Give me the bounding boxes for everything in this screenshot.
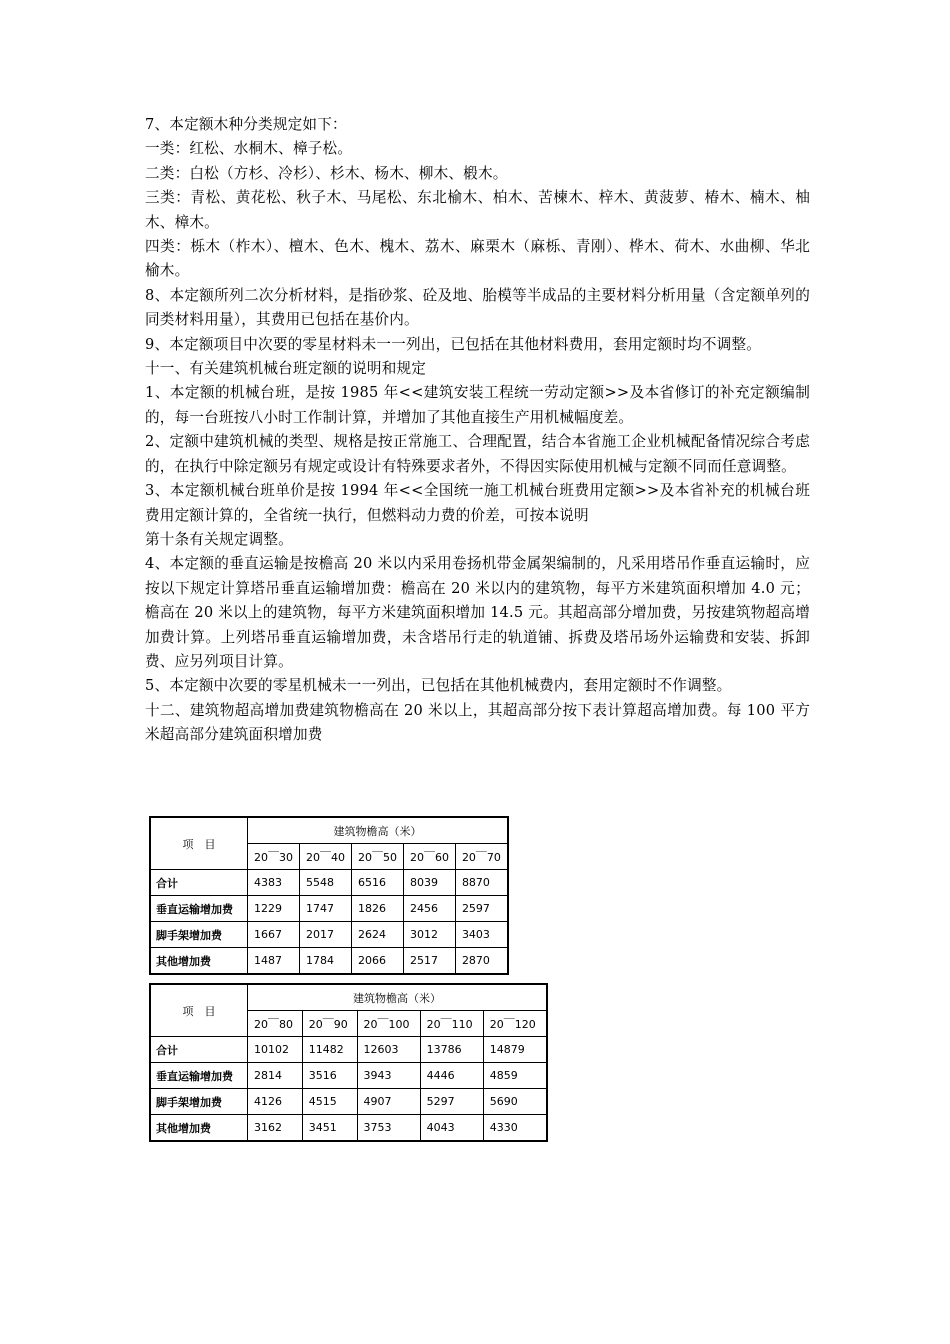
group-header: 建筑物檐高（米） xyxy=(248,984,548,1011)
item-header: 项 目 xyxy=(150,984,248,1037)
table-cell: 12603 xyxy=(357,1037,420,1063)
paragraph: 3、本定额机械台班单价是按 1994 年<<全国统一施工机械台班费用定额>>及本省补充的机械台班费用定额计算的，全省统一执行，但燃料动力费的价差，可按本说明 xyxy=(145,482,810,524)
paragraph: 5、本定额中次要的零星机械未一一列出，已包括在其他机械费内，套用定额时不作调整。 xyxy=(145,677,732,695)
paragraph: 二类：白松（方杉、冷杉）、杉木、杨木、柳木、椴木。 xyxy=(145,164,508,182)
table-cell: 3451 xyxy=(302,1115,357,1142)
item-header: 项 目 xyxy=(150,817,248,870)
column-header: 20￣40 xyxy=(299,844,351,870)
column-header: 20￣120 xyxy=(483,1011,547,1037)
table-cell: 6516 xyxy=(351,870,403,896)
table-cell: 3753 xyxy=(357,1115,420,1142)
row-label: 脚手架增加费 xyxy=(150,922,248,948)
table-cell: 2456 xyxy=(403,896,455,922)
table-cell: 8870 xyxy=(455,870,508,896)
table-cell: 1826 xyxy=(351,896,403,922)
paragraph: 4、本定额的垂直运输是按檐高 20 米以内采用卷扬机带金属架编制的，凡采用塔吊作垂直运输时，应按以下规定计算塔吊垂直运输增加费：檐高在 20 米以内的建筑物，每平方米建筑面积增加 4.0 元；檐高在 20 米以上的建筑物，每平方米建筑面积增加 14.5 元。其超高部分增加费，另按建筑物超高增加费计算。上列塔吊垂直运输增加费，未含塔吊行走的轨道铺、拆费及塔吊场外运输费和安装、拆卸费、应另列项目计算。 xyxy=(145,555,810,670)
table-cell: 5690 xyxy=(483,1089,547,1115)
table-cell: 13786 xyxy=(420,1037,483,1063)
section-heading: 十一、有关建筑机械台班定额的说明和规定 xyxy=(145,360,427,378)
table-cell: 2066 xyxy=(351,948,403,975)
paragraph: 四类：栎木（柞木）、檀木、色木、槐木、荔木、麻栗木（麻栎、青刚）、桦木、荷木、水曲柳、华北榆木。 xyxy=(145,238,810,280)
table-cell: 1747 xyxy=(299,896,351,922)
table-row xyxy=(150,922,508,948)
table-cell: 1667 xyxy=(248,922,300,948)
row-label: 其他增加费 xyxy=(150,948,248,975)
table-cell: 3162 xyxy=(248,1115,303,1142)
table-cell: 2597 xyxy=(455,896,508,922)
table-cell: 2870 xyxy=(455,948,508,975)
table-cell: 3516 xyxy=(302,1063,357,1089)
document-body xyxy=(145,113,810,748)
table-cell: 8039 xyxy=(403,870,455,896)
table-row xyxy=(150,1037,547,1063)
table-cell: 10102 xyxy=(248,1037,303,1063)
row-label: 垂直运输增加费 xyxy=(150,1063,248,1089)
row-label: 合计 xyxy=(150,870,248,896)
table-cell: 4330 xyxy=(483,1115,547,1142)
row-label: 合计 xyxy=(150,1037,248,1063)
table-cell: 3012 xyxy=(403,922,455,948)
table-cell: 2517 xyxy=(403,948,455,975)
paragraph: 9、本定额项目中次要的零星材料未一一列出，已包括在其他材料费用，套用定额时均不调整。 xyxy=(145,335,762,353)
height-surcharge-table-1 xyxy=(149,816,509,975)
row-label: 其他增加费 xyxy=(150,1115,248,1142)
table-cell: 5548 xyxy=(299,870,351,896)
table-cell: 1487 xyxy=(248,948,300,975)
table-cell: 4446 xyxy=(420,1063,483,1089)
table-cell: 3943 xyxy=(357,1063,420,1089)
table-cell: 4126 xyxy=(248,1089,303,1115)
column-header: 20￣100 xyxy=(357,1011,420,1037)
height-surcharge-table-2 xyxy=(149,983,548,1142)
table-cell: 2814 xyxy=(248,1063,303,1089)
table-cell: 1229 xyxy=(248,896,300,922)
table-cell: 4043 xyxy=(420,1115,483,1142)
table-cell: 4907 xyxy=(357,1089,420,1115)
column-header: 20￣50 xyxy=(351,844,403,870)
row-label: 垂直运输增加费 xyxy=(150,896,248,922)
table-cell: 5297 xyxy=(420,1089,483,1115)
paragraph: 三类：青松、黄花松、秋子木、马尾松、东北榆木、柏木、苦楝木、梓木、黄菠萝、椿木、楠木、柚木、樟木。 xyxy=(145,189,810,231)
table-row xyxy=(150,1089,547,1115)
table-row xyxy=(150,1063,547,1089)
table-cell: 2624 xyxy=(351,922,403,948)
column-header: 20￣90 xyxy=(302,1011,357,1037)
table-row xyxy=(150,896,508,922)
column-header: 20￣30 xyxy=(248,844,300,870)
paragraph: 1、本定额的机械台班，是按 1985 年<<建筑安装工程统一劳动定额>>及本省修订的补充定额编制的，每一台班按八小时工作制计算，并增加了其他直接生产用机械幅度差。 xyxy=(145,384,810,426)
table-row xyxy=(150,870,508,896)
table-row xyxy=(150,1115,547,1142)
row-label: 脚手架增加费 xyxy=(150,1089,248,1115)
table-cell: 14879 xyxy=(483,1037,547,1063)
column-header: 20￣80 xyxy=(248,1011,303,1037)
paragraph: 第十条有关规定调整。 xyxy=(145,530,293,548)
table-cell: 11482 xyxy=(302,1037,357,1063)
paragraph: 8、本定额所列二次分析材料，是指砂浆、砼及地、胎模等半成品的主要材料分析用量（含定额单列的同类材料用量），其费用已包括在基价内。 xyxy=(145,286,810,329)
table-cell: 4515 xyxy=(302,1089,357,1115)
paragraph: 2、定额中建筑机械的类型、规格是按正常施工、合理配置，结合本省施工企业机械配备情况综合考虑的，在执行中除定额另有规定或设计有特殊要求者外，不得因实际使用机械与定额不同而任意调整。 xyxy=(145,433,810,475)
column-header: 20￣60 xyxy=(403,844,455,870)
table-cell: 1784 xyxy=(299,948,351,975)
table-cell: 4383 xyxy=(248,870,300,896)
table-row xyxy=(150,948,508,975)
table-cell: 4859 xyxy=(483,1063,547,1089)
table-cell: 2017 xyxy=(299,922,351,948)
section-heading: 十二、建筑物超高增加费建筑物檐高在 20 米以上，其超高部分按下表计算超高增加费。每 100 平方米超高部分建筑面积增加费 xyxy=(145,701,810,744)
paragraph: 一类：红松、水桐木、樟子松。 xyxy=(145,140,353,158)
group-header: 建筑物檐高（米） xyxy=(248,817,509,844)
paragraph: 7、本定额木种分类规定如下： xyxy=(145,116,347,133)
table-cell: 3403 xyxy=(455,922,508,948)
column-header: 20￣110 xyxy=(420,1011,483,1037)
column-header: 20￣70 xyxy=(455,844,508,870)
